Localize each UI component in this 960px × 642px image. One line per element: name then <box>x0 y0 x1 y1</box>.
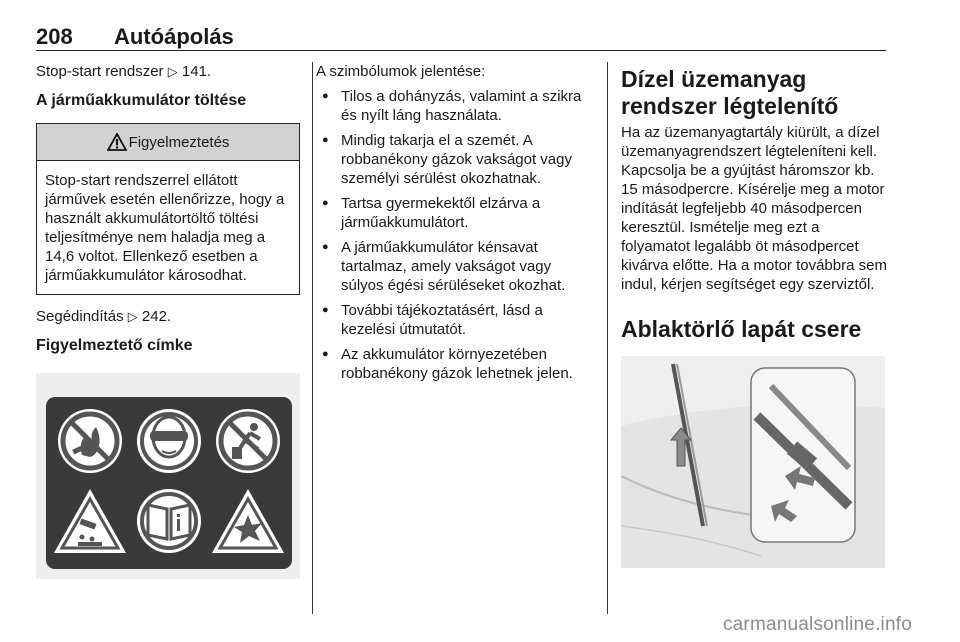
column-right <box>621 62 887 568</box>
heading-warning-label: Figyelmeztető címke <box>36 337 193 354</box>
heading-diesel-bleed: Dízel üzemanyag rendszer légtelenítő <box>621 66 839 119</box>
acid-corrosive-icon <box>54 489 126 553</box>
jumpstart-text: Segédindítás <box>36 308 124 325</box>
explosive-gas-icon <box>212 489 284 553</box>
column-middle <box>316 62 592 389</box>
list-item: ● Tilos a dohányzás, valamint a szikra és nyílt láng használata. <box>316 87 592 125</box>
list-item: ● Tartsa gyermekektől elzárva a járműakkumulátort. <box>316 194 592 232</box>
warning-header <box>37 124 299 161</box>
page-number: 208 <box>36 24 73 49</box>
jumpstart-page: 242. <box>141 308 172 325</box>
heading-battery-charge: A járműakkumulátor töltése <box>36 92 247 109</box>
column-divider <box>607 62 608 614</box>
warning-triangle-icon <box>107 133 127 151</box>
list-item: ● Mindig takarja el a szemét. A robbanékony gázok vakságot vagy személyi sérülést okozhatnak. <box>316 131 592 188</box>
warning-body: Stop-start rendszerrel ellátott járművek esetén ellenőrizze, hogy a használt akkumulátortöltő töltési teljesítménye nem haladja meg a 14,6 voltot. Ellenkező esetben a járműakkumulátor károsodhat. <box>45 172 285 284</box>
xref-arrow-icon: ▷ <box>127 309 138 324</box>
warning-label-figure <box>36 373 300 579</box>
no-fire-smoking-icon <box>58 409 122 473</box>
watermark: carmanualsonline.info <box>722 614 912 635</box>
keep-children-away-icon <box>216 409 280 473</box>
heading-wiper-replacement: Ablaktörlő lapát csere <box>621 316 862 342</box>
read-manual-icon <box>137 489 201 553</box>
label-symbols <box>46 397 292 569</box>
warning-box <box>36 123 300 295</box>
list-item: ● További tájékoztatásért, lásd a kezelési útmutatót. <box>316 301 592 339</box>
column-left <box>36 62 300 579</box>
battery-warning-label <box>46 397 292 569</box>
stopstart-xref[interactable] <box>36 62 300 81</box>
page-header <box>36 22 886 51</box>
stopstart-text: Stop-start rendszer <box>36 63 164 80</box>
xref-arrow-icon: ▷ <box>167 64 178 79</box>
jumpstart-xref[interactable] <box>36 307 300 326</box>
eye-protection-icon <box>137 409 201 473</box>
column-divider <box>312 62 313 614</box>
symbols-intro: A szimbólumok jelentése: <box>316 63 486 80</box>
section-title: Autóápolás <box>114 24 234 49</box>
list-item: ● A járműakkumulátor kénsavat tartalmaz, amely vakságot vagy súlyos égési sérüléseket okozhat. <box>316 238 592 295</box>
diesel-paragraph: Ha az üzemanyagtartály kiürült, a dízel üzemanyagrendszert légteleníteni kell. Kapcsolja be a gyújtást háromszor kb. 15 másodpercre. Kísérelje meg a motor indítását legfeljebb 40 másodpercen keresztül. Ismételje meg ezt a folyamatot legalább öt másodpercet kivárva előtte. Ha a motor továbbra sem indul, kérjen segítséget egy szerviztől. <box>621 124 887 293</box>
warning-title: Figyelmeztetés <box>128 133 230 151</box>
symbols-list <box>316 87 592 383</box>
list-item: ● Az akkumulátor környezetében robbanékony gázok lehetnek jelen. <box>316 345 592 383</box>
wiper-illustration <box>621 356 885 568</box>
wiper-blade-figure <box>621 356 885 568</box>
stopstart-page: 141. <box>181 63 212 80</box>
